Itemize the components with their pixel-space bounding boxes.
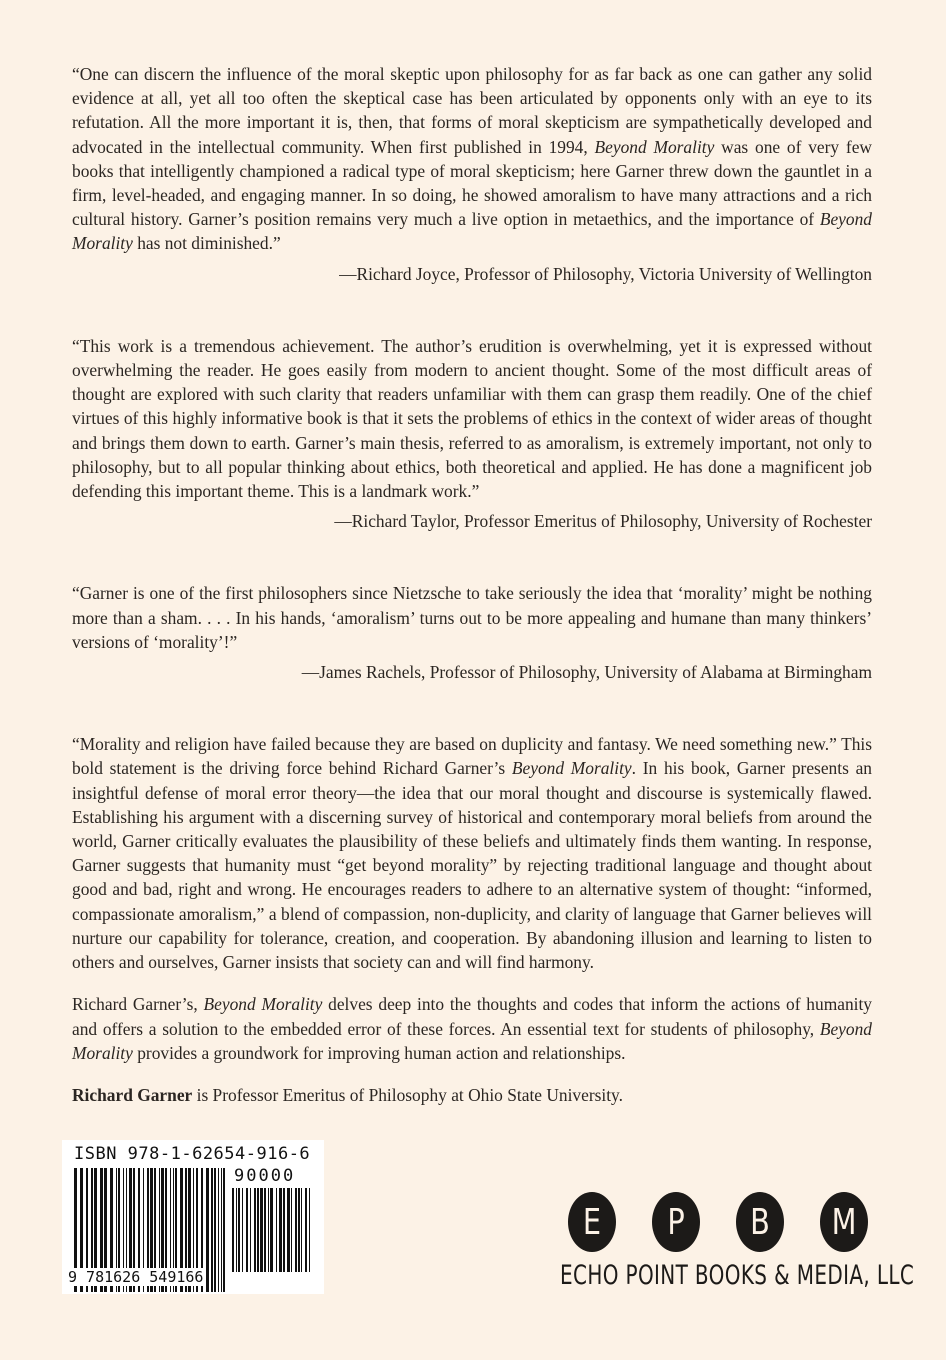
text-run: . In his book, Garner presents an insightful defense of moral error theory—the idea that our moral thought and discourse is systemically flawed. Establishing his argument with a discerning survey of historical and contemporary moral beliefs from around the world, Garner critically evaluates the plausibility of these beliefs and ultimately finds them wanting. In response, Garner suggests that humanity must “get beyond morality” by rejecting traditional language and thought about good and bad, right and wrong. He encourages readers to adhere to an alternative system of thought: “informed, compassionate amoralism,” a blend of compassion, non-duplicity, and clarity of language that Garner believes will nurture our capability for tolerance, creation, and cooperation. By abandoning illusion and learning to listen to others and ourselves, Garner insists that society can and will find harmony. [72,758,872,973]
price-code: 90000 [234,1166,296,1186]
quote-3-text [72,581,872,654]
description-paragraph-2 [72,992,872,1065]
book-title-italic: Beyond Morality [72,1018,872,1063]
text-run: has not diminished.” [132,233,281,254]
barcode-bar [206,1168,209,1292]
barcode-bar [242,1188,243,1272]
logo-circles [562,1192,874,1252]
author-name-bold: Richard Garner [72,1084,193,1105]
barcode-bar [305,1188,307,1272]
quote-1-attribution: —Richard Joyce, Professor of Philosophy, Victoria University of Wellington [339,263,872,284]
barcode-bar [238,1188,240,1272]
barcode-digits: 9 781626 549166 [68,1268,204,1286]
barcode-bar [309,1188,310,1272]
logo-letter-p: P [652,1192,700,1252]
quote-2-attribution: —Richard Taylor, Professor Emeritus of Philosophy, University of Rochester [334,511,872,532]
barcode-bar [232,1188,234,1272]
barcode-bar [250,1188,251,1272]
quote-3 [72,581,872,684]
text-run: Richard Garner’s, [72,994,204,1015]
barcode-bar [246,1188,248,1272]
barcode-bar [214,1168,216,1292]
quote-2 [72,334,872,534]
text-run: is Professor Emeritus of Philosophy at Ohio State University. [192,1084,623,1105]
text-run: “This work is a tremendous achievement. The author’s erudition is overwhelming, yet it is expressed without overwhelming the reader. He goes easily from modern to ancient thought. Some of the most difficult areas of thought are explored with such clarity that readers unfamiliar with them can grasp them readily. One of the chief virtues of this highly informative book is that it sets the problems of ethics in the context of wider areas of thought and brings them down to earth. Garner’s main thesis, referred to as amoralism, is extremely important, not only to philosophy, but to all popular thinking about ethics, both theoretical and applied. He has done a magnificent job defending this important theme. This is a landmark work.” [72,335,872,502]
barcode-bar [268,1188,269,1272]
back-cover-text [72,62,872,1107]
barcode-bar [301,1188,302,1272]
isbn-label: ISBN 978-1-62654-916-6 [74,1144,311,1164]
barcode-bar [287,1188,290,1272]
quote-2-text [72,334,872,503]
barcode-bar [221,1168,222,1292]
quote-3-attribution: —James Rachels, Professor of Philosophy, University of Alabama at Birmingham [301,662,872,683]
barcode-bar [298,1188,300,1272]
author-bio [72,1083,872,1107]
barcode-bar [279,1188,282,1272]
barcode-bar [223,1168,225,1292]
barcode-bar [276,1188,277,1272]
book-title-italic: Beyond Morality [203,994,323,1015]
addon-barcode-bars [232,1188,314,1272]
logo-letter-e: E [568,1192,616,1252]
barcode-bar [218,1168,219,1292]
barcode-bar [264,1188,266,1272]
isbn-barcode [62,1140,324,1294]
publisher-name: ECHO POINT BOOKS & MEDIA, LLC [560,1260,915,1291]
text-run: “Morality and religion have failed because they are based on duplicity and fantasy. We need something new.” This bold statement is the driving force behind Richard Garner’s [72,734,872,779]
book-title-italic: Beyond Morality [72,209,872,254]
text-run: “Garner is one of the first philosophers since Nietzsche to take seriously the idea that ‘morality’ might be nothing more than a sham. . . . In his hands, ‘amoralism’ turns out to be more appealing and humane than many thinkers’ versions of ‘morality’!” [72,583,872,652]
barcode-bar [295,1188,297,1272]
text-run: delves deep into the thoughts and codes that inform the actions of humanity and offers a solution to the embedded error of these forces. An essential text for students of philosophy, [72,994,873,1039]
publisher-logo [560,1192,915,1296]
barcode-bar [211,1168,213,1292]
barcode-bar [283,1188,285,1272]
book-title-italic: Beyond Morality [594,136,715,157]
quote-1-text [72,62,872,256]
quote-1 [72,62,872,286]
barcode-bar [236,1188,237,1272]
text-run: provides a groundwork for improving human action and relationships. [132,1042,626,1063]
barcode-bar [270,1188,273,1272]
logo-letter-b: B [736,1192,784,1252]
text-run: “One can discern the influence of the moral skeptic upon philosophy for as far back as one can gather any solid evidence at all, yet all too often the skeptical case has been articulated by opponents only with an eye to its refutation. All the more important it is, then, that forms of moral skepticism are sympathetically developed and advocated in the intellectual community. When first published in 1994, [72,64,872,157]
barcode-bar [260,1188,263,1272]
logo-letter-m: M [820,1192,868,1252]
barcode-bar [254,1188,256,1272]
book-title-italic: Beyond Morality [511,758,632,779]
barcode-bar [257,1188,259,1272]
description-paragraph-1 [72,732,872,974]
barcode-bar [291,1188,292,1272]
text-run: was one of very few books that intelligently championed a radical type of moral skepticism; here Garner threw down the gauntlet in a firm, level-headed, and engaging manner. In so doing, he showed amoralism to have many attractions and a rich cultural history. Garner’s position remains very much a live option in metaethics, and the importance of [72,136,872,230]
